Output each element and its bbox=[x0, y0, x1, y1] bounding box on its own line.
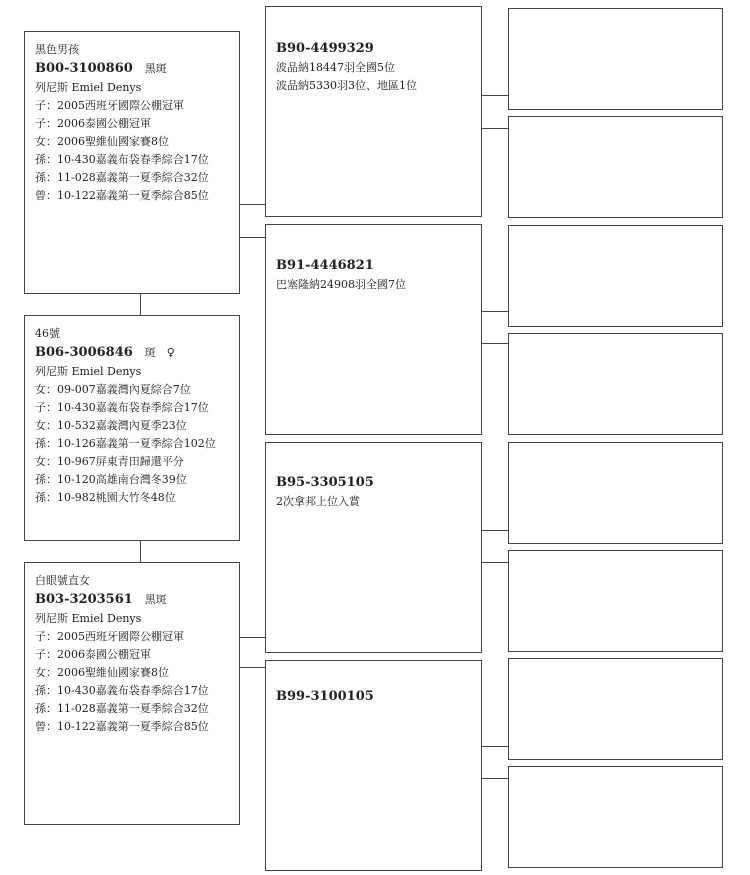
main-bird-3-line-5: 孫：10-430嘉義布袋春季綜合17位 bbox=[35, 684, 209, 697]
grandparent-box-6 bbox=[508, 550, 723, 652]
link-parent-1-gp-2 bbox=[482, 128, 508, 129]
main-bird-3-ring-row bbox=[35, 590, 229, 610]
link-main-1-parent-1 bbox=[240, 204, 265, 205]
main-bird-2-line-1: 列尼斯 Emiel Denys bbox=[35, 365, 142, 378]
link-main-1-parent-2 bbox=[240, 237, 265, 238]
main-bird-2-line-6: 女：10-967屏東青田歸還平分 bbox=[35, 455, 184, 468]
main-bird-1-line-5: 孫：10-430嘉義布袋春季綜合17位 bbox=[35, 153, 209, 166]
grandparent-box-2 bbox=[508, 116, 723, 218]
grandparent-box-8 bbox=[508, 766, 723, 868]
main-bird-3-ring: B03-3203561 bbox=[35, 592, 133, 607]
main-bird-2-name: 46號 bbox=[35, 327, 60, 340]
link-main-1-2 bbox=[140, 294, 141, 315]
main-bird-3-line-2: 子：2005西班牙國際公棚冠軍 bbox=[35, 630, 184, 643]
link-main-2-3 bbox=[140, 541, 141, 562]
grandparent-box-4 bbox=[508, 333, 723, 435]
main-bird-2-ring: B06-3006846 bbox=[35, 345, 133, 360]
main-bird-1-line-2: 子：2005西班牙國際公棚冠軍 bbox=[35, 99, 184, 112]
link-parent-1-gp-1 bbox=[482, 95, 508, 96]
grandparent-box-1 bbox=[508, 8, 723, 110]
main-bird-box-2 bbox=[24, 315, 240, 541]
parent-box-4 bbox=[265, 660, 482, 871]
main-bird-2-ring-row bbox=[35, 343, 229, 363]
parent-box-3 bbox=[265, 442, 482, 653]
main-bird-3-line-6: 孫：11-028嘉義第一夏季綜合32位 bbox=[35, 702, 209, 715]
main-bird-box-3 bbox=[24, 562, 240, 825]
main-bird-3-line-3: 子：2006泰國公棚冠軍 bbox=[35, 648, 151, 661]
main-bird-1-line-6: 孫：11-028嘉義第一夏季綜合32位 bbox=[35, 171, 209, 184]
grandparent-box-7 bbox=[508, 658, 723, 760]
link-parent-3-gp-6 bbox=[482, 562, 508, 563]
main-bird-2-line-7: 孫：10-120高雄南台灣冬39位 bbox=[35, 473, 187, 486]
parent-3-line-1: 2次拿邦上位入賞 bbox=[276, 495, 360, 508]
main-bird-1-line-4: 女：2006聖維仙國家賽8位 bbox=[35, 135, 169, 148]
parent-3-ring: B95-3305105 bbox=[276, 475, 374, 490]
main-bird-1-color: 黑斑 bbox=[144, 62, 167, 75]
main-bird-2-line-5: 孫：10-126嘉義第一夏季綜合102位 bbox=[35, 437, 216, 450]
main-bird-1-line-3: 子：2006泰國公棚冠軍 bbox=[35, 117, 151, 130]
parent-1-line-2: 波品納5330羽3位、地區1位 bbox=[276, 79, 417, 92]
link-main-3-parent-3 bbox=[240, 637, 265, 638]
main-bird-1-line-1: 列尼斯 Emiel Denys bbox=[35, 81, 142, 94]
parent-4-ring: B99-3100105 bbox=[276, 689, 374, 704]
main-bird-2-line-8: 孫：10-982桃園大竹冬48位 bbox=[35, 491, 176, 504]
parent-box-1 bbox=[265, 6, 482, 217]
parent-1-line-1: 波品納18447羽全國5位 bbox=[276, 61, 395, 74]
main-bird-3-name: 白眼號直女 bbox=[35, 574, 90, 587]
main-bird-box-1 bbox=[24, 31, 240, 294]
parent-1-ring: B90-4499329 bbox=[276, 41, 374, 56]
main-bird-2-line-4: 女：10-532嘉義灣內夏季23位 bbox=[35, 419, 187, 432]
main-bird-1-line-7: 曾：10-122嘉義第一夏季綜合85位 bbox=[35, 189, 209, 202]
main-bird-2-line-3: 子：10-430嘉義布袋春季綜合17位 bbox=[35, 401, 209, 414]
main-bird-2-line-2: 女：09-007嘉義灣內夏綜合7位 bbox=[35, 383, 191, 396]
main-bird-3-color: 黑斑 bbox=[144, 593, 167, 606]
link-main-3-parent-4 bbox=[240, 667, 265, 668]
grandparent-box-3 bbox=[508, 225, 723, 327]
main-bird-3-line-1: 列尼斯 Emiel Denys bbox=[35, 612, 142, 625]
link-parent-2-gp-3 bbox=[482, 311, 508, 312]
link-parent-3-gp-5 bbox=[482, 530, 508, 531]
parent-2-ring: B91-4446821 bbox=[276, 258, 374, 273]
main-bird-3-line-7: 曾：10-122嘉義第一夏季綜合85位 bbox=[35, 720, 209, 733]
main-bird-1-name: 黑色男孩 bbox=[35, 43, 79, 56]
parent-box-2 bbox=[265, 224, 482, 435]
link-parent-2-gp-4 bbox=[482, 343, 508, 344]
link-parent-4-gp-8 bbox=[482, 778, 508, 779]
main-bird-1-ring: B00-3100860 bbox=[35, 61, 133, 76]
parent-2-line-1: 巴塞隆納24908羽全國7位 bbox=[276, 278, 406, 291]
grandparent-box-5 bbox=[508, 442, 723, 544]
link-parent-4-gp-7 bbox=[482, 746, 508, 747]
main-bird-1-ring-row bbox=[35, 59, 229, 79]
main-bird-2-color: 斑 ♀ bbox=[144, 346, 175, 359]
main-bird-3-line-4: 女：2006聖維仙國家賽8位 bbox=[35, 666, 169, 679]
